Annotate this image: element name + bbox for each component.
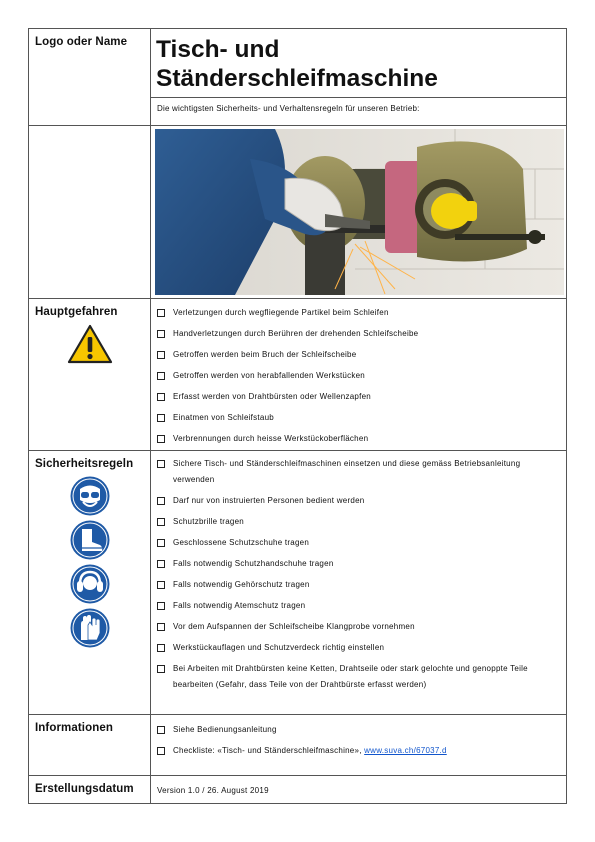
checkbox-icon (157, 435, 165, 443)
goggles-icon (70, 476, 110, 516)
safety-sheet (28, 28, 567, 802)
title-line-1: Tisch- und (156, 36, 280, 63)
checkbox-icon (157, 497, 165, 505)
checkbox-icon (157, 747, 165, 755)
page-title (151, 29, 566, 97)
rules-list (151, 451, 566, 693)
info-list (151, 715, 566, 759)
info-item: Siehe Bedienungsanleitung (157, 722, 566, 738)
hazard-item: Einatmen von Schleifstaub (157, 410, 566, 426)
hazards-list (151, 299, 566, 447)
title-line-2: Ständerschleifmaschine (156, 65, 438, 92)
checkbox-icon (157, 330, 165, 338)
checkbox-icon (157, 665, 165, 673)
checklist-link[interactable]: www.suva.ch/67037.d (364, 746, 447, 755)
info-list-cell (151, 715, 567, 776)
logo-placeholder-label: Logo oder Name (35, 36, 128, 48)
version-date: Version 1.0 / 26. August 2019 (157, 786, 269, 795)
hazard-item: Getroffen werden von herabfallenden Werkstücken (157, 368, 566, 384)
checkbox-icon (157, 372, 165, 380)
hazard-item: Verbrennungen durch heisse Werkstückoberflächen (157, 431, 566, 447)
checkbox-icon (157, 623, 165, 631)
checkbox-icon (157, 351, 165, 359)
rule-item: Falls notwendig Gehörschutz tragen (157, 577, 566, 593)
subtitle: Die wichtigsten Sicherheits- und Verhaltensregeln für unseren Betrieb: (157, 104, 420, 113)
rule-item: Sichere Tisch- und Ständerschleifmaschinen einsetzen und diese gemäss Betriebsanleitung verwenden (157, 456, 566, 488)
rule-item: Falls notwendig Schutzhandschuhe tragen (157, 556, 566, 572)
checkbox-icon (157, 460, 165, 468)
rules-label-cell (29, 451, 151, 715)
rule-item: Vor dem Aufspannen der Schleifscheibe Klangprobe vornehmen (157, 619, 566, 635)
hazards-list-cell (151, 299, 567, 451)
rules-heading: Sicherheitsregeln (35, 458, 134, 470)
checkbox-icon (157, 581, 165, 589)
gloves-icon (70, 608, 110, 648)
checkbox-icon (157, 393, 165, 401)
sheet-table (28, 28, 567, 804)
rule-item: Schutzbrille tragen (157, 514, 566, 530)
checkbox-icon (157, 414, 165, 422)
date-heading: Erstellungsdatum (35, 783, 134, 795)
checkbox-icon (157, 602, 165, 610)
hazard-item: Getroffen werden beim Bruch der Schleifscheibe (157, 347, 566, 363)
photo-left-empty-cell (29, 126, 151, 299)
date-label-cell (29, 776, 151, 804)
hazards-label-cell (29, 299, 151, 451)
safety-boot-icon (70, 520, 110, 560)
checkbox-icon (157, 309, 165, 317)
grinder-photo (155, 129, 564, 295)
hazard-item: Erfasst werden von Drahtbürsten oder Wellenzapfen (157, 389, 566, 405)
hazard-item: Handverletzungen durch Berühren der drehenden Schleifscheibe (157, 326, 566, 342)
info-item: Checkliste: «Tisch- und Ständerschleifmaschine», www.suva.ch/67037.d (157, 743, 566, 759)
title-cell (151, 29, 567, 98)
checkbox-icon (157, 726, 165, 734)
info-label-cell (29, 715, 151, 776)
checkbox-icon (157, 560, 165, 568)
info-heading: Informationen (35, 722, 113, 734)
checkbox-icon (157, 518, 165, 526)
checkbox-icon (157, 644, 165, 652)
photo-cell (151, 126, 567, 299)
hazards-heading: Hauptgefahren (35, 306, 118, 318)
rule-item: Falls notwendig Atemschutz tragen (157, 598, 566, 614)
rules-list-cell (151, 451, 567, 715)
ear-protection-icon (70, 564, 110, 604)
rule-item: Darf nur von instruierten Personen bedient werden (157, 493, 566, 509)
rule-item: Bei Arbeiten mit Drahtbürsten keine Ketten, Drahtseile oder stark gelochte und genoppte Teile bearbeiten (Gefahr, dass Teile von der Drahtbürste erfasst werden) (157, 661, 566, 693)
rule-item: Geschlossene Schutzschuhe tragen (157, 535, 566, 551)
checkbox-icon (157, 539, 165, 547)
warning-triangle-icon (67, 324, 113, 364)
logo-cell (29, 29, 151, 126)
hazard-item: Verletzungen durch wegfliegende Partikel beim Schleifen (157, 305, 566, 321)
rule-item: Werkstückauflagen und Schutzverdeck richtig einstellen (157, 640, 566, 656)
date-value-cell (151, 776, 567, 804)
subtitle-cell (151, 98, 567, 126)
